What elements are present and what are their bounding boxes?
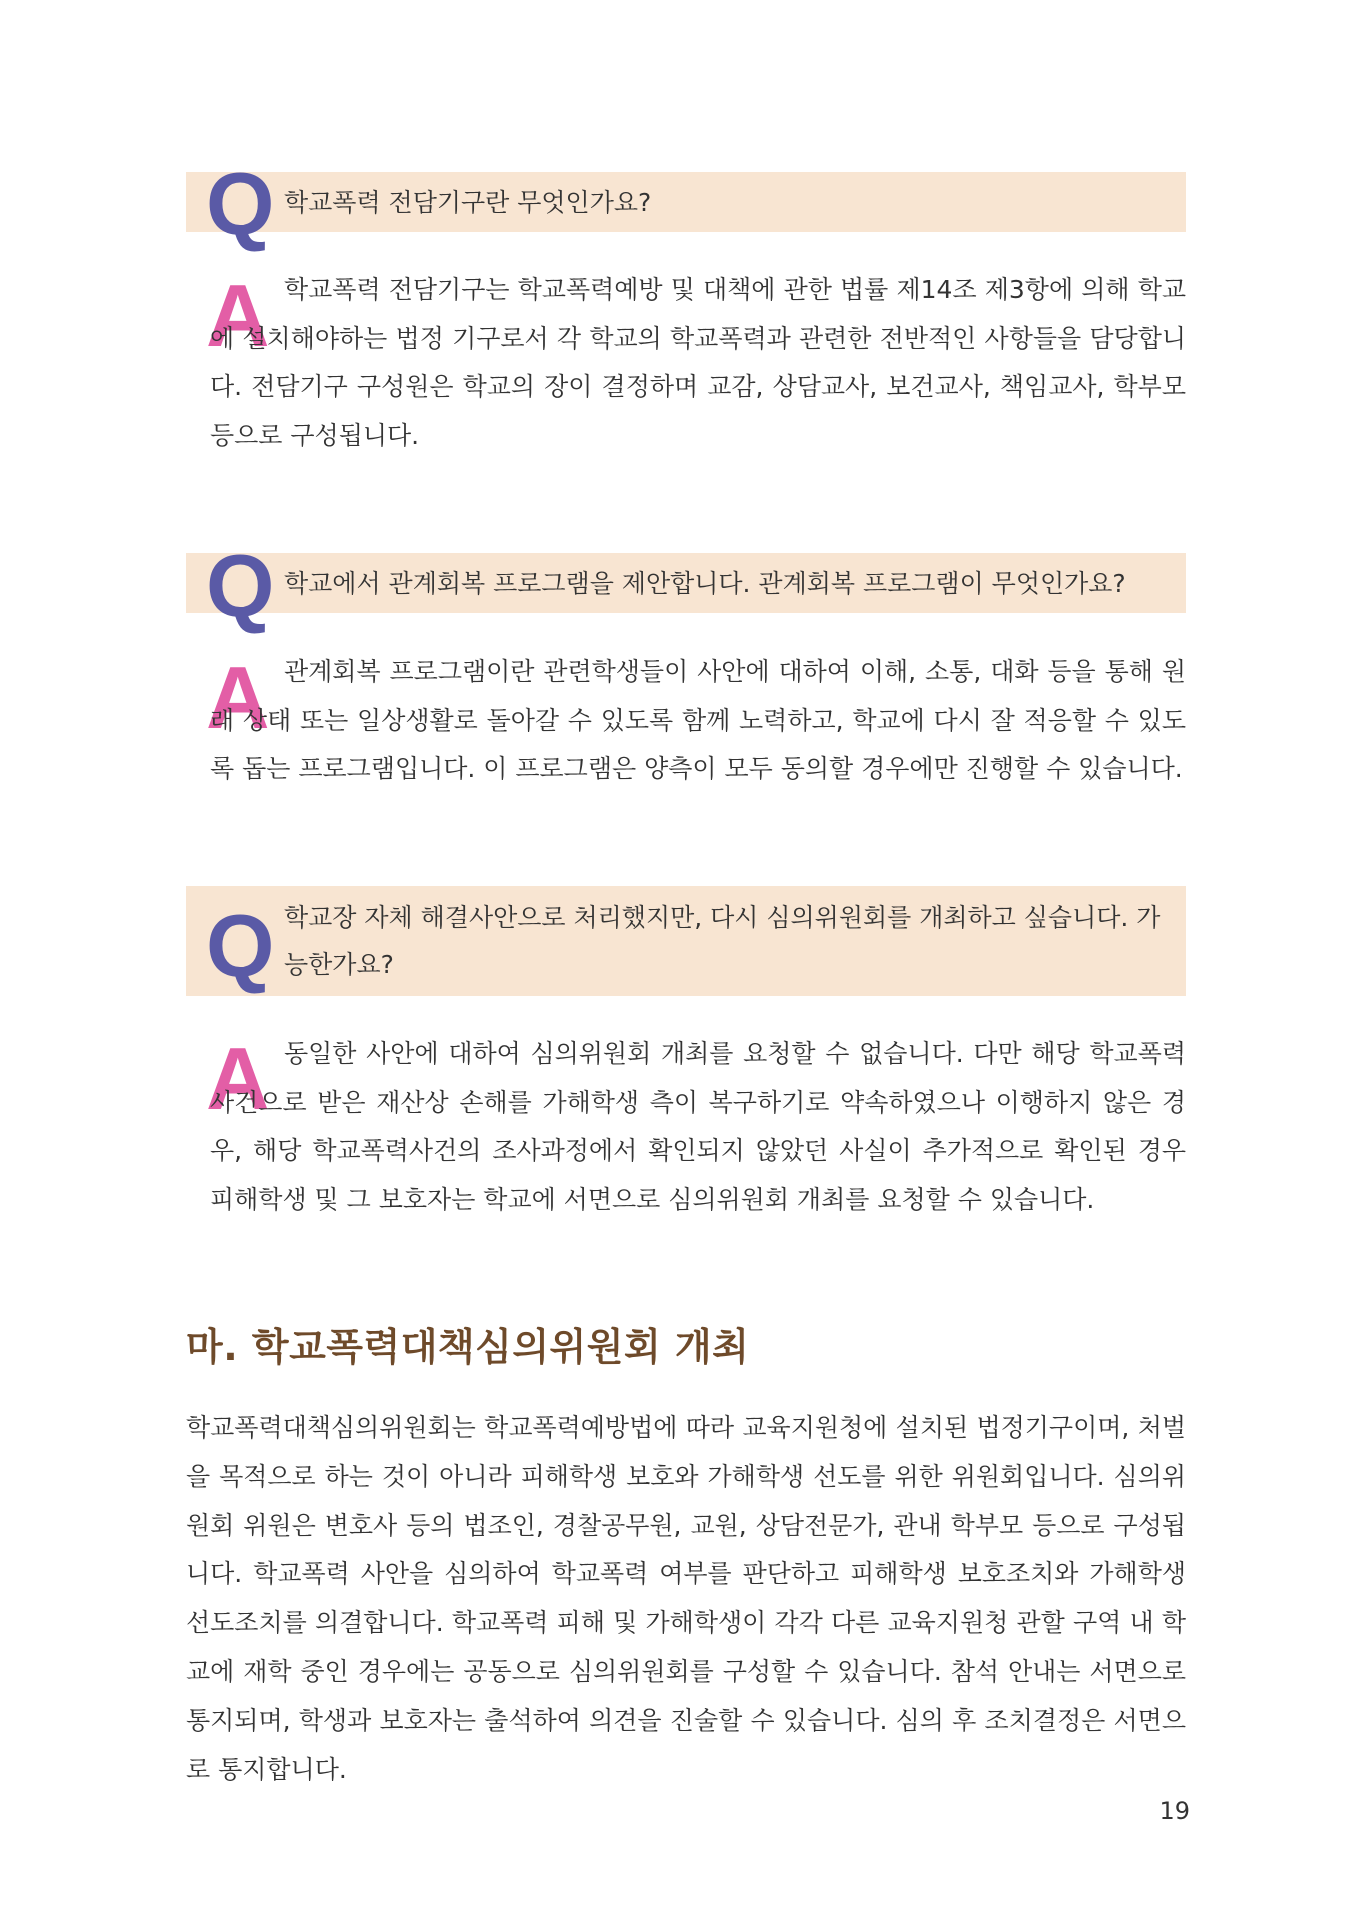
question-text: 학교에서 관계회복 프로그램을 제안합니다. 관계회복 프로그램이 무엇인가요? [284,569,1126,598]
answer-text: 학교폭력 전담기구는 학교폭력예방 및 대책에 관한 법률 제14조 제3항에 의해 학교에 설치해야하는 법정 기구로서 각 학교의 학교폭력과 관련한 전반적인 사항들을 담당합니다. 전담기구 구성원은 학교의 장이 결정하며 교감, 상담교사, 보건교사, 책임교사, 학부모 등으로 구성됩니다. [210,275,1186,450]
section-title: 마. 학교폭력대책심의위원회 개최 [186,1325,750,1369]
a-letter: A [206,1029,270,1128]
q-letter: Q [206,536,275,635]
a-letter: A [206,266,270,365]
answer-text: 관계회복 프로그램이란 관련학생들이 사안에 대하여 이해, 소통, 대화 등을 통해 원래 상태 또는 일상생활로 돌아갈 수 있도록 함께 노력하고, 학교에 다시 잘 적응할 수 있도록 돕는 프로그램입니다. 이 프로그램은 양측이 모두 동의할 경우에만 진행할 수 있습니다. [210,657,1186,783]
q-letter: Q [206,154,275,253]
section-body: 학교폭력대책심의위원회는 학교폭력예방법에 따라 교육지원청에 설치된 법정기구이며, 처벌을 목적으로 하는 것이 아니라 피해학생 보호와 가해학생 선도를 위한 위원회입니다. 심의위원회 위원은 변호사 등의 법조인, 경찰공무원, 교원, 상담전문가, 관내 학부모 등으로 구성됩니다. 학교폭력 사안을 심의하여 학교폭력 여부를 판단하고 피해학생 보호조치와 가해학생 선도조치를 의결합니다. 학교폭력 피해 및 가해학생이 각각 다른 교육지원청 관할 구역 내 학교에 재학 중인 경우에는 공동으로 심의위원회를 구성할 수 있습니다. 참석 안내는 서면으로 통지되며, 학생과 보호자는 출석하여 의견을 진술할 수 있습니다. 심의 후 조치결정은 서면으로 통지합니다. [186,1413,1186,1784]
question-text: 학교장 자체 해결사안으로 처리했지만, 다시 심의위원회를 개최하고 싶습니다. 가능한가요? [284,903,1161,979]
q-letter: Q [206,896,275,995]
page-number: 19 [1159,1797,1190,1825]
question-text: 학교폭력 전담기구란 무엇인가요? [284,188,652,217]
a-letter: A [206,648,270,747]
answer-text: 동일한 사안에 대하여 심의위원회 개최를 요청할 수 없습니다. 다만 해당 학교폭력사건으로 받은 재산상 손해를 가해학생 측이 복구하기로 약속하였으나 이행하지 않은 경우, 해당 학교폭력사건의 조사과정에서 확인되지 않았던 사실이 추가적으로 확인된 경우 피해학생 및 그 보호자는 학교에 서면으로 심의위원회 개최를 요청할 수 있습니다. [210,1039,1186,1214]
